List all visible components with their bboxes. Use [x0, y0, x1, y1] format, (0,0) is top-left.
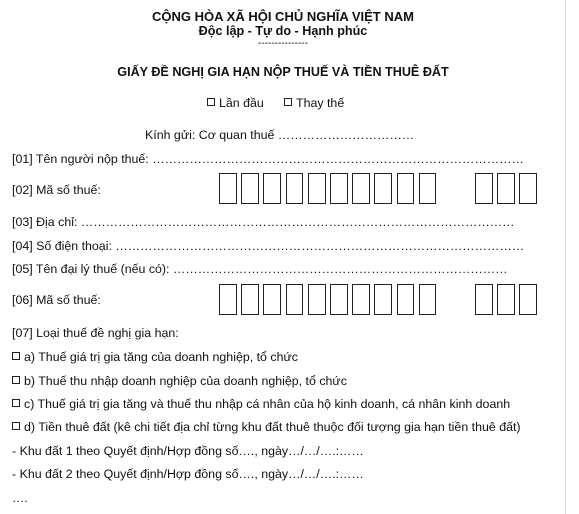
tax-code-boxes-06[interactable] [219, 284, 436, 315]
digit-box[interactable] [397, 173, 415, 204]
checkbox-icon[interactable] [207, 98, 215, 106]
tax-type-b[interactable] [12, 374, 347, 388]
field-02-label: [02] Mã số thuế: [12, 183, 101, 197]
digit-box[interactable] [475, 173, 493, 204]
tax-type-a-label: a) Thuế giá trị gia tăng của doanh nghiệp, tổ chức [24, 350, 298, 364]
digit-box[interactable] [519, 173, 537, 204]
digit-box[interactable] [308, 173, 326, 204]
digit-box[interactable] [286, 173, 304, 204]
digit-box[interactable] [219, 173, 237, 204]
field-01: [01] Tên người nộp thuế: ……………………………………………………………………………… [12, 152, 524, 166]
digit-box[interactable] [419, 173, 437, 204]
digit-box[interactable] [397, 284, 415, 315]
recipient-line: Kính gửi: Cơ quan thuế …………………………… [145, 128, 415, 142]
tax-code-suffix-boxes-02[interactable] [475, 173, 537, 204]
tax-type-a[interactable] [12, 350, 298, 364]
field-07: [07] Loại thuế đề nghị gia hạn: [12, 326, 179, 340]
checkbox-icon[interactable] [12, 422, 20, 430]
digit-box[interactable] [352, 173, 370, 204]
field-03: [03] Địa chỉ: …………………………………………………………………………………………… [12, 215, 515, 229]
tax-code-suffix-boxes-06[interactable] [475, 284, 537, 315]
digit-box[interactable] [497, 173, 515, 204]
digit-box[interactable] [263, 173, 281, 204]
digit-box[interactable] [330, 284, 348, 315]
checkbox-icon[interactable] [12, 376, 20, 384]
land-line-2: - Khu đất 2 theo Quyết định/Hợp đồng số…., ngày…/…/….:…… [12, 467, 364, 481]
checkbox-icon[interactable] [12, 399, 20, 407]
country-heading: CỘNG HÒA XÃ HỘI CHỦ NGHĨA VIỆT NAM [152, 9, 414, 24]
form-title: GIẤY ĐỀ NGHỊ GIA HẠN NỘP THUẾ VÀ TIỀN THUÊ ĐẤT [117, 65, 449, 79]
digit-box[interactable] [308, 284, 326, 315]
option-replace-label: Thay thế [296, 96, 345, 110]
option-replace[interactable] [284, 96, 344, 110]
field-04: [04] Số điện thoại: ……………………………………………………………………………………… [12, 239, 525, 253]
digit-box[interactable] [374, 284, 392, 315]
land-line-more: …. [12, 491, 28, 505]
checkbox-icon[interactable] [284, 98, 292, 106]
tax-type-b-label: b) Thuế thu nhập doanh nghiệp của doanh nghiệp, tổ chức [24, 374, 347, 388]
digit-box[interactable] [219, 284, 237, 315]
digit-box[interactable] [286, 284, 304, 315]
digit-box[interactable] [241, 284, 259, 315]
tax-code-boxes-02[interactable] [219, 173, 436, 204]
tax-type-d-label: d) Tiền thuê đất (kê chi tiết địa chỉ từng khu đất thuê thuộc đối tượng gia hạn tiền thuê đất) [24, 420, 521, 434]
option-first[interactable] [207, 96, 264, 110]
checkbox-icon[interactable] [12, 352, 20, 360]
digit-box[interactable] [475, 284, 493, 315]
motto-rule: --------------- [258, 38, 308, 49]
motto: Độc lập - Tự do - Hạnh phúc [198, 24, 368, 38]
digit-box[interactable] [374, 173, 392, 204]
digit-box[interactable] [241, 173, 259, 204]
tax-type-d[interactable] [12, 420, 521, 434]
digit-box[interactable] [519, 284, 537, 315]
tax-type-c[interactable] [12, 397, 510, 411]
digit-box[interactable] [263, 284, 281, 315]
digit-box[interactable] [330, 173, 348, 204]
digit-box[interactable] [419, 284, 437, 315]
field-06-label: [06] Mã số thuế: [12, 293, 101, 307]
field-05: [05] Tên đại lý thuế (nếu có): ……………………………………………………………………… [12, 262, 508, 276]
option-first-label: Lần đầu [219, 96, 264, 110]
digit-box[interactable] [352, 284, 370, 315]
tax-type-c-label: c) Thuế giá trị gia tăng và thuế thu nhập cá nhân của hộ kinh doanh, cá nhân kinh doanh [24, 397, 511, 411]
digit-box[interactable] [497, 284, 515, 315]
land-line-1: - Khu đất 1 theo Quyết định/Hợp đồng số…., ngày…/…/….:…… [12, 444, 364, 458]
